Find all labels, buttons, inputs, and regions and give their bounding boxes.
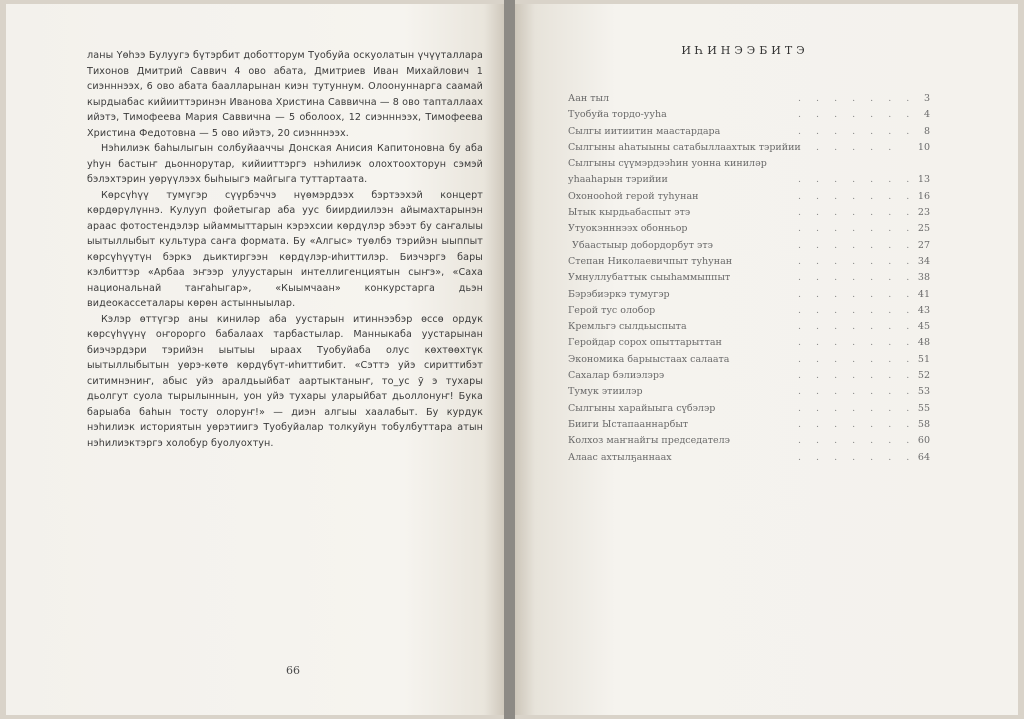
toc-entry-label: Бииги Ыстапааннарбыт [568, 418, 689, 430]
toc-leader-dots: . . . . . . . [798, 370, 916, 382]
toc-entry [568, 368, 934, 384]
toc-leader-dots: . . . . . . . [798, 337, 916, 349]
toc-leader-dots: . . . . . . [798, 141, 898, 153]
toc-entry [568, 254, 934, 270]
toc-entry-label: Степан Николаевичпыт туһунан [568, 255, 733, 267]
toc-leader-dots: . . . . . . . [798, 353, 916, 365]
toc-entry-label: Утуокэнннээх обонньор [568, 223, 688, 235]
paragraph: ланы Үөһээ Булуугэ бүтэрбит доботторум Туобуйа оскуолатын үчүүталлара Тихонов Дмитрий Саввич 4 ово абата, Дмитриев Иван Михайлович 1 сиэнннээх, 6 ово абата баалларынан киэн тутуннум. Олоонуннарга саамай кырдыабас кийииттэринэн Иванова Христина Саввична — 8 ово тапталлаах ийэтэ, Тимофеева Мария Саввична — 5 оболоох, 12 сиэнннээх, Тимофеева Христина Федотовна — 5 ово ийэтэ, 20 сиэнннээх. [87, 50, 483, 139]
page-number: 66 [286, 664, 300, 677]
toc-entry-label: Туобуйа тордо-ууһа [568, 109, 667, 121]
toc-leader-dots: . . . . . . . [798, 207, 916, 219]
toc-leader-dots: . . . . . . . [798, 321, 916, 333]
toc-entry [568, 303, 934, 319]
toc-entry-label: Сылгыны харайыыга сүбэлэр [568, 402, 716, 414]
toc-entry-label: Сылгыны сүүмэрдээһин уонна киниләр [568, 158, 767, 170]
toc-entry-page: 64 [917, 451, 930, 463]
toc-entry-page: 38 [917, 272, 930, 284]
paragraph: Нэһилиэк баһылыгын солбуйааччы Донская Анисия Капитоновна бу аба уһун бастыҥ дьоннорутар, кийииттэргэ нэһилиэк олохтоохторун сэмэй бэлэхтэрин уөрүүлээх быһыыгэ майгыга туттартаата. [87, 143, 483, 185]
toc-entry [568, 91, 934, 107]
toc-entry-page: 23 [917, 207, 930, 219]
toc-entry [568, 270, 934, 286]
toc-leader-dots: . . . . . . . [798, 255, 916, 267]
toc-entry-label: Геройдар сорох опыттарыттан [568, 337, 722, 349]
toc-entry-label: Сахалар бэлиэлэрэ [568, 370, 665, 382]
toc-entry [568, 433, 934, 449]
toc-leader-dots: . . . . . . . [798, 109, 916, 121]
toc-entry-page: 8 [923, 125, 930, 137]
toc-entry-page: 55 [917, 402, 930, 414]
toc-entry-page: 13 [917, 174, 930, 186]
toc-leader-dots: . . . . . . . [798, 288, 916, 300]
toc-entry [568, 287, 934, 303]
toc-leader-dots: . . . . . . . [798, 272, 916, 284]
toc-entry-page: 60 [917, 435, 930, 447]
toc-entry [568, 319, 934, 335]
toc-entry [568, 189, 934, 205]
toc-entry-page: 43 [917, 304, 930, 316]
toc-entry-label: Убаастыыр добордорбут этэ [572, 239, 713, 251]
left-page [6, 4, 504, 715]
toc-entry-page: 34 [917, 255, 930, 267]
toc-entry-label: уһааһарын тэрийии [568, 174, 668, 186]
toc-entry-page: 10 [917, 141, 930, 153]
toc-entry-page: 45 [917, 321, 930, 333]
toc-leader-dots: . . . . . . . [798, 239, 916, 251]
toc-entry [568, 107, 934, 123]
toc-entry-label: Тумук этиилэр [568, 386, 643, 398]
toc-leader-dots: . . . . . . . [798, 190, 916, 202]
toc-entry [568, 352, 934, 368]
toc-entry-label: Сылгы иитиитин маастардара [568, 125, 721, 137]
toc-entry-label: Кремльгэ сылдьыспыта [568, 321, 687, 333]
toc-entry [568, 172, 934, 188]
toc-entry-page: 58 [917, 418, 930, 430]
toc-entry-page: 48 [917, 337, 930, 349]
toc-entry [568, 384, 934, 400]
toc-entry-label: Алаас ахтылҕаннаах [568, 451, 672, 463]
toc-entry-page: 25 [917, 223, 930, 235]
toc-leader-dots: . . . . . . . [798, 125, 916, 137]
toc-entry [568, 140, 934, 156]
toc-leader-dots: . . . . . . . [798, 93, 916, 104]
toc-leader-dots: . . . . . . . [798, 304, 916, 316]
paragraph: Кэлэр өттүгэр аны киниләр аба уустарын итиннээбэр өссө ордук көрсүһүүнү оҥорорго бабалаах тарбастылар. Манныкаба уустарынан биэчэрдэри тэрийэн ыытыы ыраах Туобуйаба олус көхтөөхтүк ыытыллыбытын уөрэ-көтө көрдүбүт-иһиттибит. «Сэттэ уйэ сириттибэт ситимнэниҥ, абыс уйэ аралдьыйбат аартыктаныҥ, то_ус ӯ э тухары дьолгут суола тырылыннын, уон уйэ тухары уларыйбат дьоллонуҥ! Бука барыаба баһын тосту олоруҥ!» — диэн алгыы хаалабыт. Бу курдук нэһилиэк историятын уөрэтиигэ Туобуйалар толкуйун тобулбуттара атын нэһилиэктэргэ холобур буолуохтун. [87, 313, 483, 449]
toc-entry-label: Герой тус олобор [568, 304, 656, 316]
toc-entry-label: Умнуллубаттык сыыһаммыппыт [568, 272, 731, 284]
toc-leader-dots: . . . . . . . [798, 435, 916, 447]
toc-entry-page: 53 [917, 386, 930, 398]
toc-leader-dots: . . . . . . . [798, 174, 916, 186]
left-page-body [87, 48, 483, 451]
toc-leader-dots: . . . . . . . [798, 402, 916, 414]
toc-title: ИҺИНЭЭБИТЭ [681, 44, 809, 57]
toc-entry [568, 205, 934, 221]
toc-leader-dots: . . . . . . . [798, 386, 916, 398]
table-of-contents [568, 91, 934, 466]
toc-entry-label: Аан тыл [568, 93, 610, 104]
toc-entry-label: Сылгыны аһатыыны сатабыллаахтык тэрийии [568, 141, 801, 153]
toc-entry-page: 52 [917, 370, 930, 382]
toc-entry-label: Экономика барыыстаах салаата [568, 353, 730, 365]
toc-entry-label: Ытык кырдьабаспыт этэ [568, 207, 691, 219]
toc-leader-dots: . . . . . . . [798, 418, 916, 430]
toc-entry-page: 4 [923, 109, 930, 121]
toc-entry [568, 417, 934, 433]
toc-leader-dots: . . . . . . . [798, 451, 916, 463]
toc-leader-dots: . . . . . . . [798, 223, 916, 235]
toc-entry-label: Охонооһой герой туһунан [568, 190, 699, 202]
toc-entry [568, 450, 934, 466]
paragraph: Көрсүһүү тумүгэр сүүрбэччэ нүөмэрдээх бэртээхэй концерт көрдөрүлүннэ. Кулууп фойетыгар аба уус биирдиилээн айымахтарынэн араас фотостендэлэр ыйаммыттарын кэрэхсии көрдүлэр эбээт бу саҥалыы ыытыллыбыт культура саҥа формата. Бу «Алгыс» туөлбэ тэрийэн ыыппыт көрсүһүүтүн бэркэ дьиктиргээн көрдүлэр-иһиттилэр. Биэчэргэ бары кэлбиттэр «Арбаа эҥээр улуустарын интеллигенциятын сыҥэ», «Саха национальнай таҥаһыгар», «Кыымчаан» конкурстарга дьэн видеокассеталары көрөн астынныылар. [87, 189, 483, 309]
toc-entry [568, 124, 934, 140]
toc-entry [568, 238, 934, 254]
toc-entry [568, 335, 934, 351]
toc-entry-page: 51 [917, 353, 930, 365]
toc-entry [568, 156, 934, 172]
book-gutter [504, 0, 515, 719]
toc-entry-label: Бэрэбиэркэ тумугэр [568, 288, 670, 300]
toc-entry-page: 41 [917, 288, 930, 300]
toc-entry [568, 221, 934, 237]
toc-entry-page: 27 [917, 239, 930, 251]
toc-entry [568, 401, 934, 417]
toc-entry-label: Колхоз маҥнайгы председателэ [568, 435, 730, 447]
toc-entry-page: 16 [917, 190, 930, 202]
toc-entry-page: 3 [923, 93, 930, 104]
